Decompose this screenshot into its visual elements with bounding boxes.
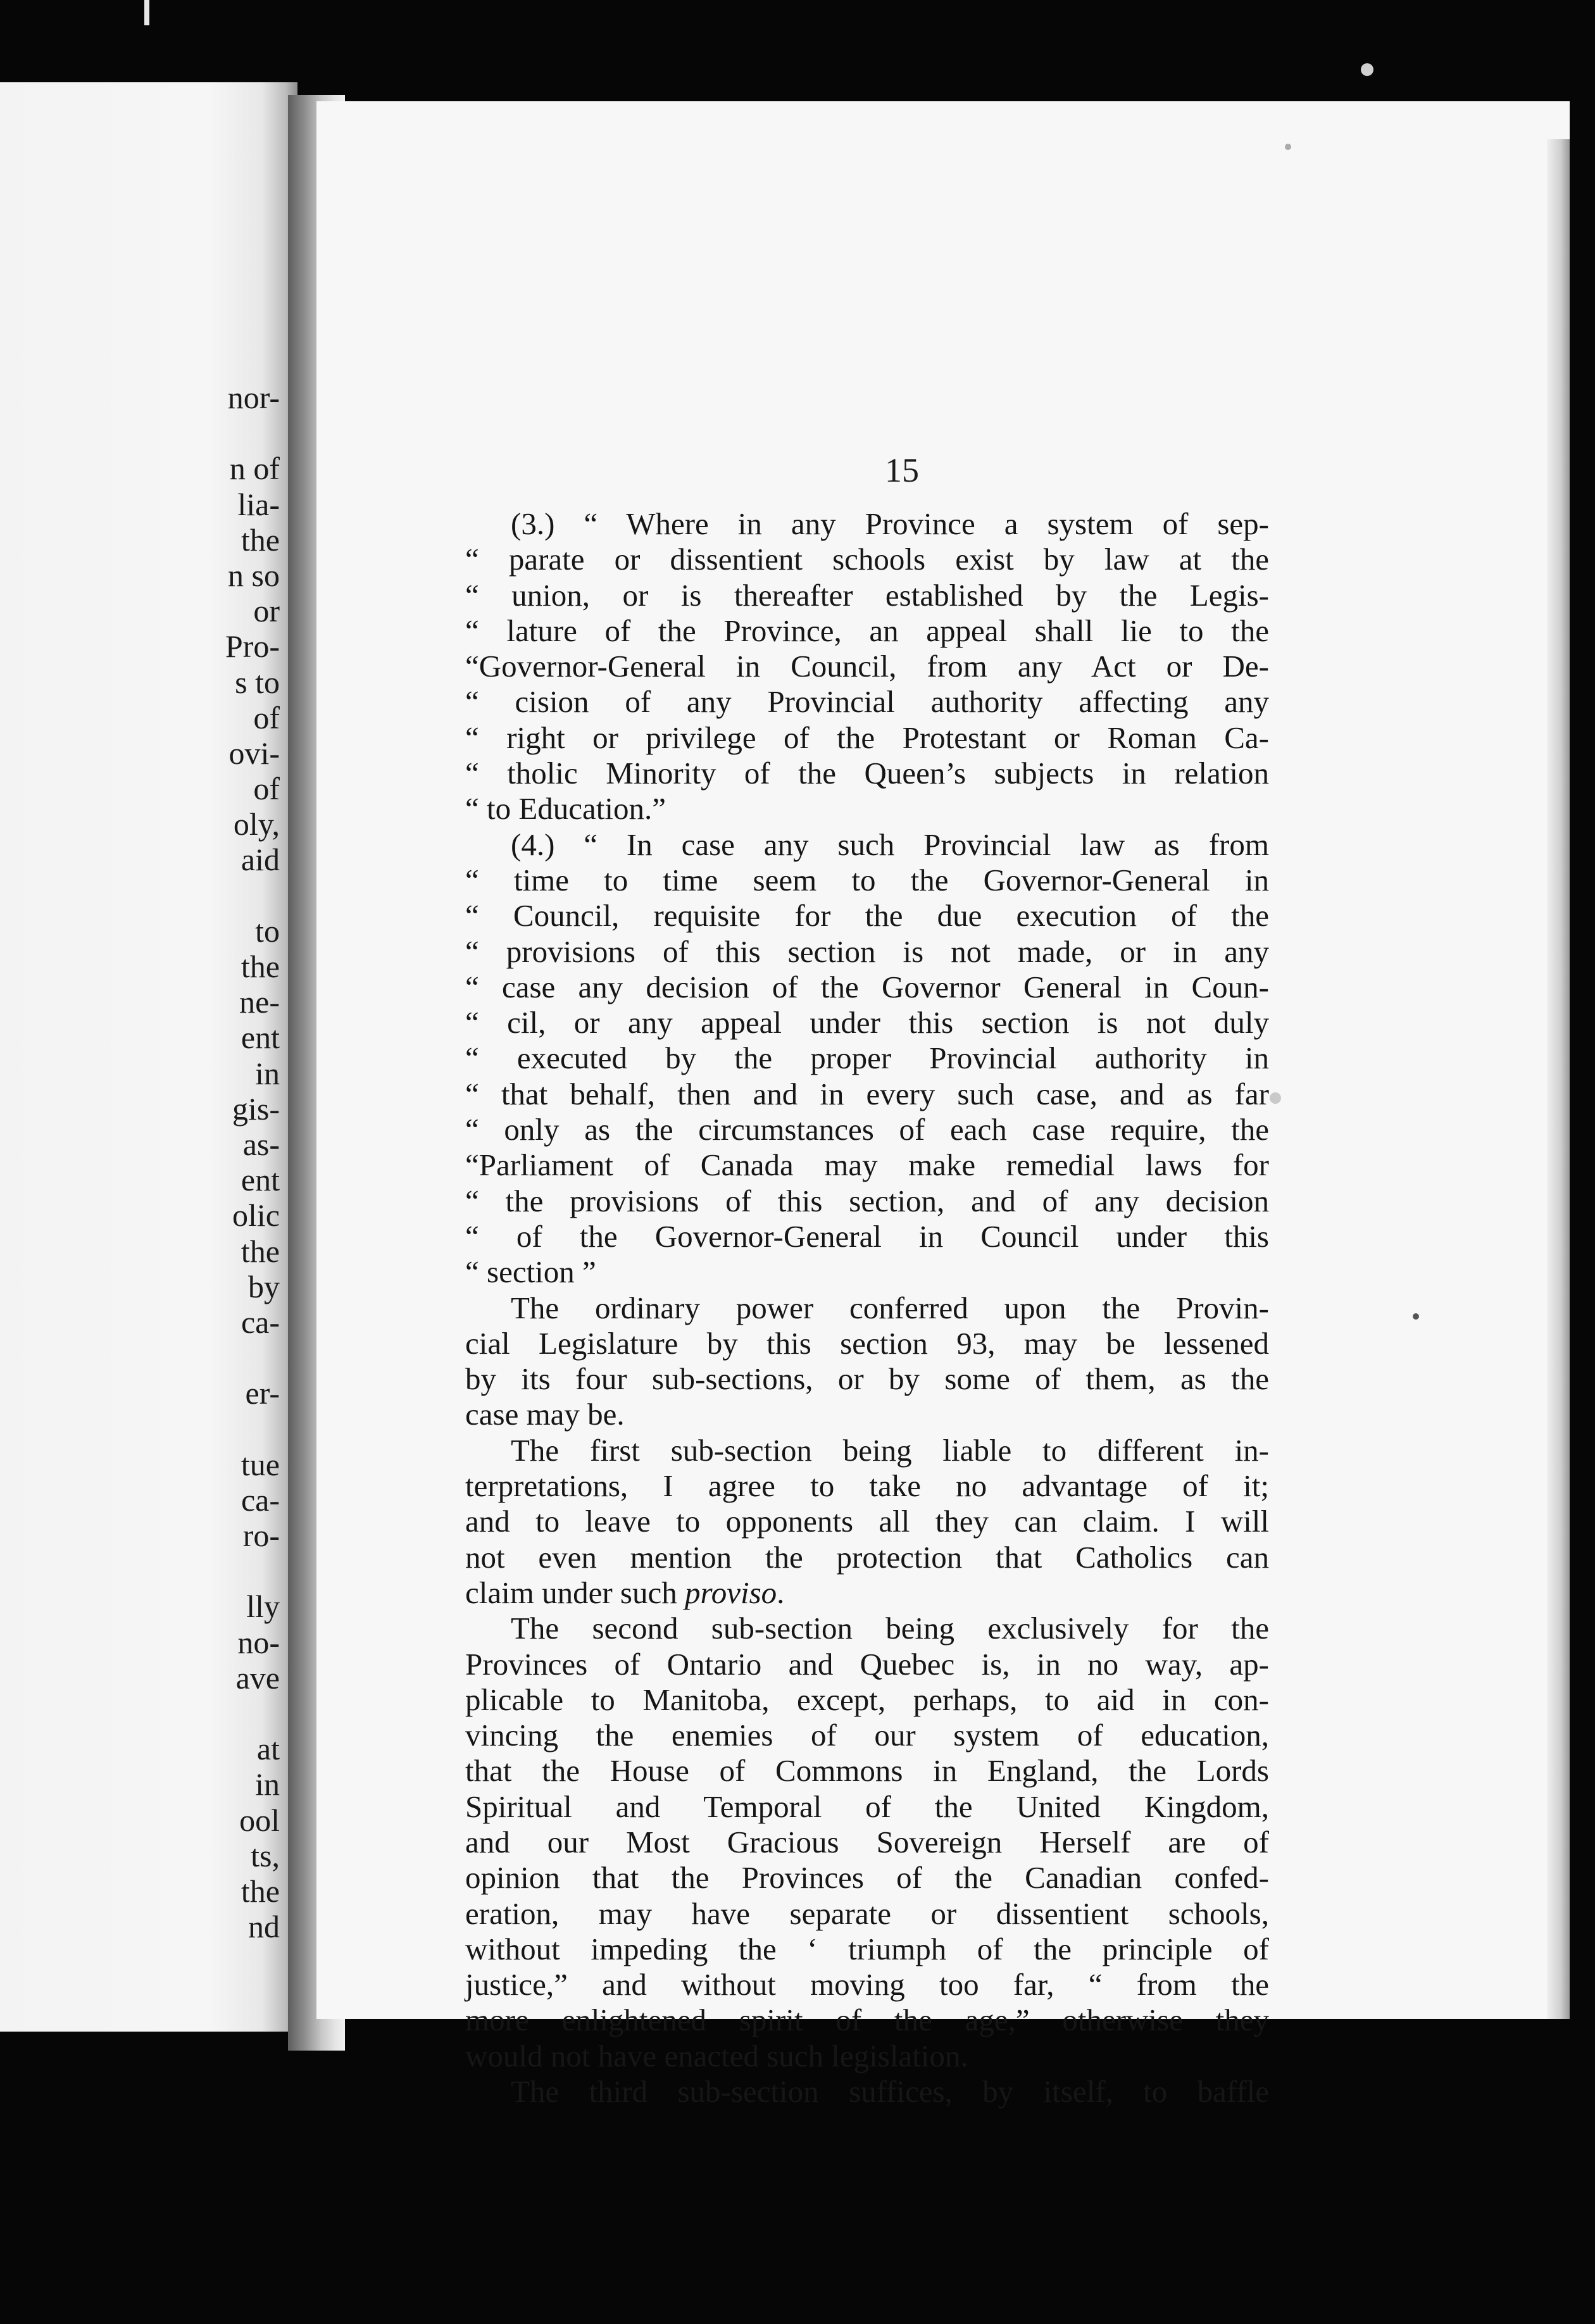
text-line: not even mention the protection that Catholics can [465,1539,1269,1575]
facing-page-fragment: ro- [242,1518,280,1553]
text-line: The first sub-section being liable to different in- [511,1432,1269,1468]
text-line: “ only as the circumstances of each case require, the [465,1112,1269,1147]
paragraph [465,506,1269,827]
facing-page-fragment: of [253,699,280,735]
text-line: and our Most Gracious Sovereign Herself are of [465,1824,1269,1859]
text-line: case may be. [465,1397,625,1432]
text-line: terpretations, I agree to take no advantage of it; [465,1468,1269,1504]
paragraph [465,2074,1269,2109]
facing-page-fragment [153,1411,280,1446]
text-line: “ to Education.” [465,791,666,827]
facing-page-fragment: ovi- [228,735,280,771]
text-line: “ section ” [465,1254,596,1290]
text-line: “ right or privilege of the Protestant or Roman Ca- [465,720,1269,755]
facing-page-fragment: olic [232,1197,280,1234]
text-line: (3.) “ Where in any Province a system of sep- [511,506,1269,541]
facing-page-fragment: to [255,913,280,949]
facing-page-fragment: n of [229,451,280,487]
text-line: “Governor-General in Council, from any Act or De- [465,649,1269,684]
page-number: 15 [885,451,919,489]
text-line: justice,” and without moving too far, “ from the [465,1967,1269,2002]
facing-page-fragment: the [241,1873,280,1909]
facing-page-fragment [153,1340,280,1375]
text-line: “ Council, requisite for the due execution of the [465,898,1269,934]
text-line: “Parliament of Canada may make remedial laws for [465,1147,1269,1183]
text-line: more enlightened spirit of the age,” otherwise they [465,2002,1269,2038]
body-text [465,506,1269,2109]
text-line: “ of the Governor-General in Council under this [465,1218,1269,1254]
facing-page-fragment: in [255,1055,280,1091]
text-line: “ executed by the proper Provincial authority in [465,1040,1269,1076]
facing-page-fragment: no- [237,1624,280,1660]
facing-page-fragment: Pro- [225,628,280,665]
text-line: that the House of Commons in England, the Lords [465,1753,1269,1789]
facing-page-fragment: ts, [251,1837,280,1873]
facing-page-fragment: in [255,1766,280,1802]
facing-page-fragment: lly [246,1589,280,1625]
scan-speck [1361,63,1373,76]
facing-page-fragment: the [241,1233,280,1269]
text-line: opinion that the Provinces of the Canadian confed- [465,1860,1269,1896]
facing-page-fragment: s to [235,664,280,700]
facing-page-fragment: ca- [241,1482,280,1518]
facing-page-fragment: the [241,949,280,984]
facing-page-fragment [153,878,280,913]
text-line: Spiritual and Temporal of the United Kingdom, [465,1789,1269,1824]
facing-page-fragment: of [253,771,280,807]
text-line: “ lature of the Province, an appeal shall lie to the [465,613,1269,648]
text-line: “ tholic Minority of the Queen’s subjects in relation [465,756,1269,791]
facing-page-fragment: ne- [239,984,280,1020]
facing-page-fragment: oly, [233,806,280,842]
paragraph [465,827,1269,1290]
facing-page-fragment: nor- [227,380,280,415]
text-line: “ cision of any Provincial authority affecting any [465,684,1269,720]
facing-page-text-fragments [153,82,280,1944]
facing-page-fragment [153,415,280,451]
text-line: cial Legislature by this section 93, may be lessened [465,1325,1269,1361]
facing-page-fragment: ca- [241,1304,280,1340]
facing-page-fragment [153,1553,280,1589]
scan-speck [144,0,149,25]
text-line: and to leave to opponents all they can claim. I will [465,1504,1269,1539]
facing-page-fragment: as- [242,1126,280,1162]
text-line: eration, may have separate or dissentient schools, [465,1896,1269,1931]
facing-page-fragment: by [248,1268,280,1304]
facing-page-fragment: lia- [237,486,280,522]
facing-page-fragment: n so [228,557,280,593]
paragraph [465,1290,1269,1433]
text-line: vincing the enemies of our system of education, [465,1718,1269,1753]
facing-page-fragment: gis- [232,1090,280,1127]
paragraph [465,1611,1269,2074]
text-line: The second sub-section being exclusively for the [511,1611,1269,1646]
text-line: claim under such proviso. [465,1575,785,1610]
text-line: would not have enacted such legislation. [465,2038,968,2073]
facing-page-fragment: at [256,1731,280,1767]
facing-page-fragment: ent [241,1162,280,1198]
facing-page-fragment: ool [239,1802,280,1838]
text-line: “ case any decision of the Governor General in Coun- [465,969,1269,1004]
facing-page-fragment: aid [241,842,280,878]
text-line: “ parate or dissentient schools exist by law at the [465,542,1269,577]
facing-page-fragment: ent [241,1020,280,1056]
text-line: without impeding the ‘ triumph of the principle of [465,1931,1269,1966]
text-line: Provinces of Ontario and Quebec is, in no way, ap- [465,1646,1269,1682]
text-line: plicable to Manitoba, except, perhaps, to aid in con- [465,1682,1269,1717]
facing-page-fragment: er- [245,1375,280,1411]
text-line: “ time to time seem to the Governor-General in [465,862,1269,897]
facing-page-fragment: or [253,593,280,629]
fragment-spacer [153,82,280,380]
italic-term: proviso [684,1575,777,1610]
text-line: by its four sub-sections, or by some of them, as the [465,1361,1269,1397]
facing-page-fragment: nd [248,1909,280,1945]
text-line: “ that behalf, then and in every such case, and as far [465,1076,1269,1111]
facing-page-left [0,82,297,2032]
text-line: “ cil, or any appeal under this section is not duly [465,1005,1269,1040]
text-line: (4.) “ In case any such Provincial law as from [511,827,1269,862]
facing-page-fragment: the [241,522,280,558]
facing-page-fragment [153,1696,280,1731]
text-line: The third sub-section suffices, by itself, to baffle [511,2074,1269,2109]
text-line: The ordinary power conferred upon the Provin- [511,1290,1269,1325]
facing-page-fragment: tue [241,1446,280,1482]
text-line: “ union, or is thereafter established by the Legis- [465,577,1269,613]
page-edge-shadow [1547,139,1570,2019]
text-line: “ provisions of this section is not made, or in any [465,934,1269,969]
text-line: “ the provisions of this section, and of any decision [465,1183,1269,1218]
paragraph [465,1433,1269,1611]
facing-page-fragment: ave [235,1659,280,1696]
